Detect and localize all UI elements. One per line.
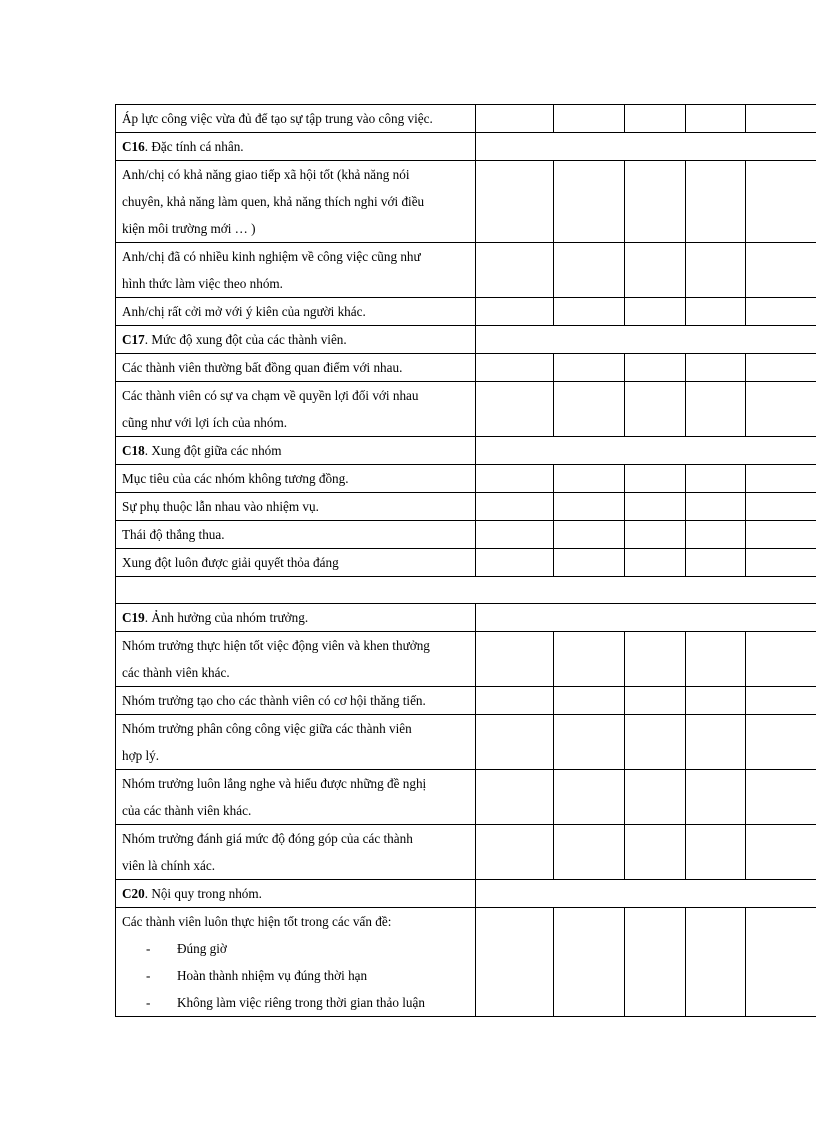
section-title: . Đặc tính cá nhân. [144, 139, 244, 154]
rating-cell[interactable] [554, 493, 625, 521]
rating-cell[interactable] [625, 298, 686, 326]
question-cell [116, 908, 476, 1017]
section-header-row [116, 437, 816, 465]
rating-cell[interactable] [686, 493, 746, 521]
bullet-text: Đúng giờ [177, 941, 227, 956]
rating-cell[interactable] [476, 825, 554, 880]
rating-cell[interactable] [476, 687, 554, 715]
bullet-text: Hoàn thành nhiệm vụ đúng thời hạn [177, 968, 368, 983]
table-row [116, 243, 816, 298]
rating-cell[interactable] [686, 632, 746, 687]
rating-cell[interactable] [686, 354, 746, 382]
rating-cell[interactable] [625, 493, 686, 521]
rating-cell[interactable] [476, 243, 554, 298]
question-cell [116, 715, 476, 770]
section-header-cell [116, 133, 476, 161]
rating-cell[interactable] [476, 908, 554, 1017]
rating-cell[interactable] [476, 493, 554, 521]
rating-cell[interactable] [686, 161, 746, 243]
section-code: C17 [122, 332, 145, 347]
rating-cell[interactable] [476, 465, 554, 493]
rating-cell[interactable] [746, 687, 816, 715]
question-line: của các thành viên khác. [122, 803, 252, 818]
question-line: Các thành viên luôn thực hiện tốt trong các vấn đề: [122, 914, 392, 929]
rating-cell[interactable] [476, 161, 554, 243]
rating-cell[interactable] [625, 243, 686, 298]
rating-cell[interactable] [476, 298, 554, 326]
rating-cell[interactable] [625, 354, 686, 382]
question-line: Xung đột luôn được giải quyết thỏa đáng [122, 555, 339, 570]
table-row [116, 825, 816, 880]
rating-cell[interactable] [746, 105, 816, 133]
rating-cell[interactable] [554, 465, 625, 493]
question-cell [116, 354, 476, 382]
rating-cell[interactable] [625, 549, 686, 577]
question-line: cũng như với lợi ích của nhóm. [122, 415, 288, 430]
rating-cell[interactable] [746, 632, 816, 687]
question-line: Các thành viên thường bất đồng quan điểm với nhau. [122, 360, 403, 375]
table-row [116, 908, 816, 1017]
question-line: chuyên, khả năng làm quen, khả năng thích nghi với điều [122, 194, 425, 209]
rating-cell[interactable] [476, 354, 554, 382]
rating-cell[interactable] [625, 521, 686, 549]
section-title: . Mức độ xung đột của các thành viên. [144, 332, 347, 347]
rating-cell[interactable] [746, 715, 816, 770]
header-blank-cell [476, 880, 816, 908]
table-row [116, 770, 816, 825]
rating-cell[interactable] [686, 105, 746, 133]
question-cell [116, 161, 476, 243]
question-cell [116, 825, 476, 880]
question-line: Các thành viên có sự va chạm về quyền lợi đối với nhau [122, 388, 419, 403]
question-line: Sự phụ thuộc lẫn nhau vào nhiệm vụ. [122, 499, 319, 514]
question-cell [116, 493, 476, 521]
rating-cell[interactable] [686, 770, 746, 825]
rating-cell[interactable] [746, 465, 816, 493]
rating-cell[interactable] [554, 354, 625, 382]
section-header-cell [116, 604, 476, 632]
section-header-cell [116, 880, 476, 908]
bullet-dash: - [146, 968, 151, 983]
question-line: hình thức làm việc theo nhóm. [122, 276, 283, 291]
question-line: Nhóm trưởng phân công công việc giữa các thành viên [122, 721, 412, 736]
rating-cell[interactable] [554, 243, 625, 298]
question-cell [116, 382, 476, 437]
rating-cell[interactable] [686, 825, 746, 880]
question-cell: Áp lực công việc vừa đủ để tạo sự tập trung vào công việc. [116, 105, 476, 133]
question-cell [116, 687, 476, 715]
question-line: viên là chính xác. [122, 858, 216, 873]
section-title: . Ảnh hưởng của nhóm trưởng. [144, 610, 309, 625]
table-row [116, 493, 816, 521]
table-row [116, 354, 816, 382]
rating-cell[interactable] [554, 549, 625, 577]
bullet-item [122, 962, 469, 989]
rating-cell[interactable] [686, 243, 746, 298]
section-header-row [116, 880, 816, 908]
rating-cell[interactable] [476, 105, 554, 133]
rating-cell[interactable] [746, 382, 816, 437]
rating-cell[interactable] [625, 715, 686, 770]
question-cell [116, 549, 476, 577]
section-header-row [116, 604, 816, 632]
section-title: . Nội quy trong nhóm. [144, 886, 262, 901]
table-row [116, 298, 816, 326]
header-blank-cell [476, 604, 816, 632]
header-blank-cell [476, 437, 816, 465]
rating-cell[interactable] [746, 770, 816, 825]
rating-cell[interactable] [476, 632, 554, 687]
blank-separator-row [116, 577, 816, 604]
rating-cell[interactable] [746, 549, 816, 577]
header-blank-cell [476, 326, 816, 354]
rating-cell[interactable] [746, 493, 816, 521]
rating-cell[interactable] [554, 715, 625, 770]
question-cell [116, 243, 476, 298]
section-header-row [116, 326, 816, 354]
rating-cell[interactable] [746, 908, 816, 1017]
rating-cell[interactable] [625, 465, 686, 493]
rating-cell[interactable] [686, 908, 746, 1017]
rating-cell[interactable] [746, 298, 816, 326]
question-line: Nhóm trưởng đánh giá mức độ đóng góp của các thành [122, 831, 413, 846]
table-row [116, 715, 816, 770]
question-line: Anh/chị rất cởi mở với ý kiên của người khác. [122, 304, 366, 319]
rating-cell[interactable] [554, 825, 625, 880]
rating-cell[interactable] [554, 161, 625, 243]
section-code: C19 [122, 610, 145, 625]
rating-cell[interactable] [686, 687, 746, 715]
rating-cell[interactable] [746, 825, 816, 880]
section-title: . Xung đột giữa các nhóm [144, 443, 282, 458]
bullet-item [122, 989, 469, 1016]
section-code: C16 [122, 139, 145, 154]
bullet-text: Không làm việc riêng trong thời gian thảo luận [177, 995, 425, 1010]
rating-cell[interactable] [625, 161, 686, 243]
table-row [116, 632, 816, 687]
section-code: C20 [122, 886, 145, 901]
rating-cell[interactable] [554, 908, 625, 1017]
blank-cell [116, 577, 816, 604]
question-line: Mục tiêu của các nhóm không tương đồng. [122, 471, 349, 486]
question-cell [116, 298, 476, 326]
rating-cell[interactable] [746, 243, 816, 298]
question-line: hợp lý. [122, 748, 160, 763]
section-header-cell [116, 437, 476, 465]
table-row [116, 161, 816, 243]
rating-cell[interactable] [746, 161, 816, 243]
question-cell [116, 632, 476, 687]
section-header-cell [116, 326, 476, 354]
question-cell [116, 770, 476, 825]
rating-cell[interactable] [554, 382, 625, 437]
table-row [116, 382, 816, 437]
question-line: Thái độ thắng thua. [122, 527, 225, 542]
survey-sheet [115, 104, 816, 1017]
table-row [116, 105, 816, 133]
rating-cell[interactable] [625, 908, 686, 1017]
rating-cell[interactable] [625, 770, 686, 825]
rating-cell[interactable] [476, 770, 554, 825]
rating-cell[interactable] [554, 298, 625, 326]
question-line: Nhóm trưởng thực hiện tốt việc động viên và khen thưởng [122, 638, 430, 653]
rating-cell[interactable] [625, 687, 686, 715]
rating-cell[interactable] [554, 105, 625, 133]
rating-cell[interactable] [476, 549, 554, 577]
table-row [116, 521, 816, 549]
bullet-item [122, 935, 469, 962]
question-line: Nhóm trưởng tạo cho các thành viên có cơ hội thăng tiến. [122, 693, 426, 708]
question-cell [116, 465, 476, 493]
question-line: Anh/chị có khả năng giao tiếp xã hội tốt (khả năng nói [122, 167, 410, 182]
rating-cell[interactable] [686, 298, 746, 326]
rating-cell[interactable] [686, 549, 746, 577]
rating-cell[interactable] [476, 382, 554, 437]
question-line: kiện môi trường mới … ) [122, 221, 256, 236]
rating-cell[interactable] [476, 521, 554, 549]
rating-cell[interactable] [686, 521, 746, 549]
survey-table-body [116, 105, 816, 1017]
bullet-dash: - [146, 941, 151, 956]
rating-cell[interactable] [746, 354, 816, 382]
question-cell [116, 521, 476, 549]
rating-cell[interactable] [554, 632, 625, 687]
question-line: các thành viên khác. [122, 665, 230, 680]
table-row [116, 687, 816, 715]
section-code: C18 [122, 443, 145, 458]
table-row [116, 549, 816, 577]
rating-cell[interactable] [554, 770, 625, 825]
rating-cell[interactable] [746, 521, 816, 549]
rating-cell[interactable] [625, 105, 686, 133]
rating-cell[interactable] [625, 825, 686, 880]
table-row [116, 465, 816, 493]
rating-cell[interactable] [625, 632, 686, 687]
rating-cell[interactable] [686, 715, 746, 770]
rating-cell[interactable] [554, 521, 625, 549]
rating-cell[interactable] [476, 715, 554, 770]
question-line: Nhóm trưởng luôn lắng nghe và hiểu được những đề nghị [122, 776, 427, 791]
question-line: Anh/chị đã có nhiều kinh nghiệm về công việc cũng như [122, 249, 421, 264]
rating-cell[interactable] [625, 382, 686, 437]
rating-cell[interactable] [554, 687, 625, 715]
survey-table [115, 104, 816, 1017]
rating-cell[interactable] [686, 465, 746, 493]
header-blank-cell [476, 133, 816, 161]
bullet-dash: - [146, 995, 151, 1010]
rating-cell[interactable] [686, 382, 746, 437]
section-header-row [116, 133, 816, 161]
